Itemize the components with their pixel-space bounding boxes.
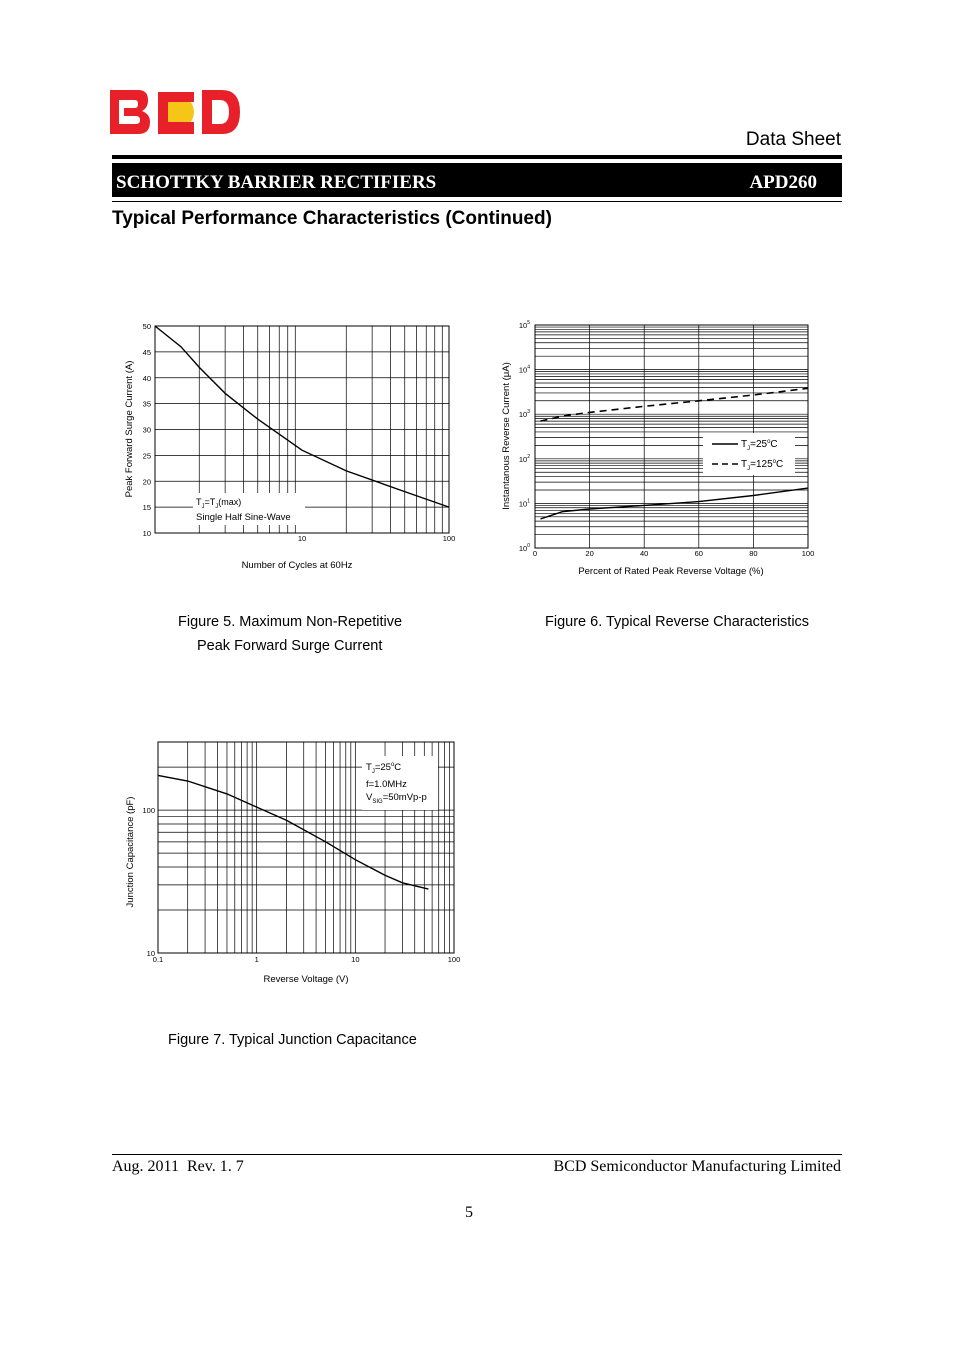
figure7-x-axis-label: Reverse Voltage (V) xyxy=(263,974,349,985)
figure5-y-tick-label: 45 xyxy=(142,347,151,357)
figure5-note-line1: $T_J=T_J(\max)$ xyxy=(196,497,242,510)
figure5-note-line2: Single Half Sine-Wave xyxy=(196,512,291,523)
footer-date-revision: Aug. 2011 Rev. 1. 7 xyxy=(112,1158,244,1175)
page-number: 5 xyxy=(465,1204,473,1221)
figure7-note-freq: f=1.0MHz xyxy=(366,779,407,790)
section-title: Typical Performance Characteristics (Continued) xyxy=(112,208,552,229)
figure6-x-tick-label: 80 xyxy=(749,549,758,558)
header-thin-rule xyxy=(112,201,842,202)
figure6-y-tick-label: $10^1$ xyxy=(518,498,530,509)
figure5-y-tick-label: 40 xyxy=(142,373,151,383)
figure7-x-tick-label: 100 xyxy=(447,955,461,964)
figure5-y-tick-label: 50 xyxy=(142,322,151,331)
figure5-x-axis-label: Number of Cycles at 60Hz xyxy=(241,560,353,571)
document-type: Data Sheet xyxy=(745,129,841,150)
figure6-y-axis-label: Instantanous Reverse Current (μA) xyxy=(501,362,512,510)
figure6-y-tick-label: $10^5$ xyxy=(518,320,530,330)
figure6-x-tick-label: 40 xyxy=(640,549,649,558)
figure6-x-axis-label: Percent of Rated Peak Reverse Voltage (%) xyxy=(578,566,764,577)
figure7-x-tick-label: 1 xyxy=(254,955,259,964)
figure6-chart xyxy=(495,312,825,584)
figure7-note-vsig: $V_{SIG}=50mVp-p$ xyxy=(366,792,427,805)
figure5-y-axis-label: Peak Forward Surge Current (A) xyxy=(124,360,135,498)
figure6-legend-25c: $T_J=25^oC$ xyxy=(741,439,778,452)
figure7-caption: Figure 7. Typical Junction Capacitance xyxy=(168,1032,417,1048)
figure5-x-tick-label: 100 xyxy=(442,534,456,543)
figure6-x-tick-label: 100 xyxy=(801,549,815,558)
figure5-caption-line1: Figure 5. Maximum Non-Repetitive xyxy=(178,614,403,630)
figure6-x-tick-label: 20 xyxy=(585,549,594,558)
figure5-chart xyxy=(115,315,465,580)
title-bar xyxy=(112,163,842,197)
figure7-x-tick-label: 10 xyxy=(351,955,360,964)
figure5-y-tick-label: 20 xyxy=(142,477,151,487)
figure5-y-tick-label: 10 xyxy=(142,529,151,538)
figure6-y-tick-label: $10^3$ xyxy=(518,409,530,420)
figure5-y-tick-label: 25 xyxy=(142,451,151,461)
footer-company: BCD Semiconductor Manufacturing Limited xyxy=(553,1158,841,1175)
figure5-x-tick-label: 10 xyxy=(297,534,307,543)
figure5-y-tick-label: 35 xyxy=(142,399,151,409)
figure6-x-tick-label: 60 xyxy=(694,549,703,558)
figure6-x-tick-label: 0 xyxy=(532,549,538,558)
figure6-legend-125c: $T_J=125^oC$ xyxy=(741,459,784,472)
figure6-y-tick-label: $10^4$ xyxy=(518,364,530,375)
bcd-logo xyxy=(110,88,242,138)
figure6-caption: Figure 6. Typical Reverse Characteristics xyxy=(545,614,810,630)
figure7-y-axis-label: Junction Capacitance (pF) xyxy=(125,796,136,908)
figure7-y-tick-label: 100 xyxy=(142,806,155,816)
figure5-y-tick-label: 30 xyxy=(142,425,151,435)
product-line: SCHOTTKY BARRIER RECTIFIERS xyxy=(116,172,437,193)
figure7-note-tj: $T_J=25^oC$ xyxy=(366,762,402,775)
figure7-y-tick-label: 10 xyxy=(146,949,155,958)
figure5-y-tick-label: 15 xyxy=(142,503,151,513)
part-number: APD260 xyxy=(749,172,817,193)
figure5-caption-line2: Peak Forward Surge Current xyxy=(197,638,383,654)
figure7-chart xyxy=(118,732,468,992)
figure7-x-tick-label: 0.1 xyxy=(152,955,164,964)
footer-rule xyxy=(112,1154,842,1155)
figure6-y-tick-label: $10^2$ xyxy=(518,453,530,464)
figure6-y-tick-label: $10^0$ xyxy=(518,543,530,553)
header-rule xyxy=(112,155,842,159)
